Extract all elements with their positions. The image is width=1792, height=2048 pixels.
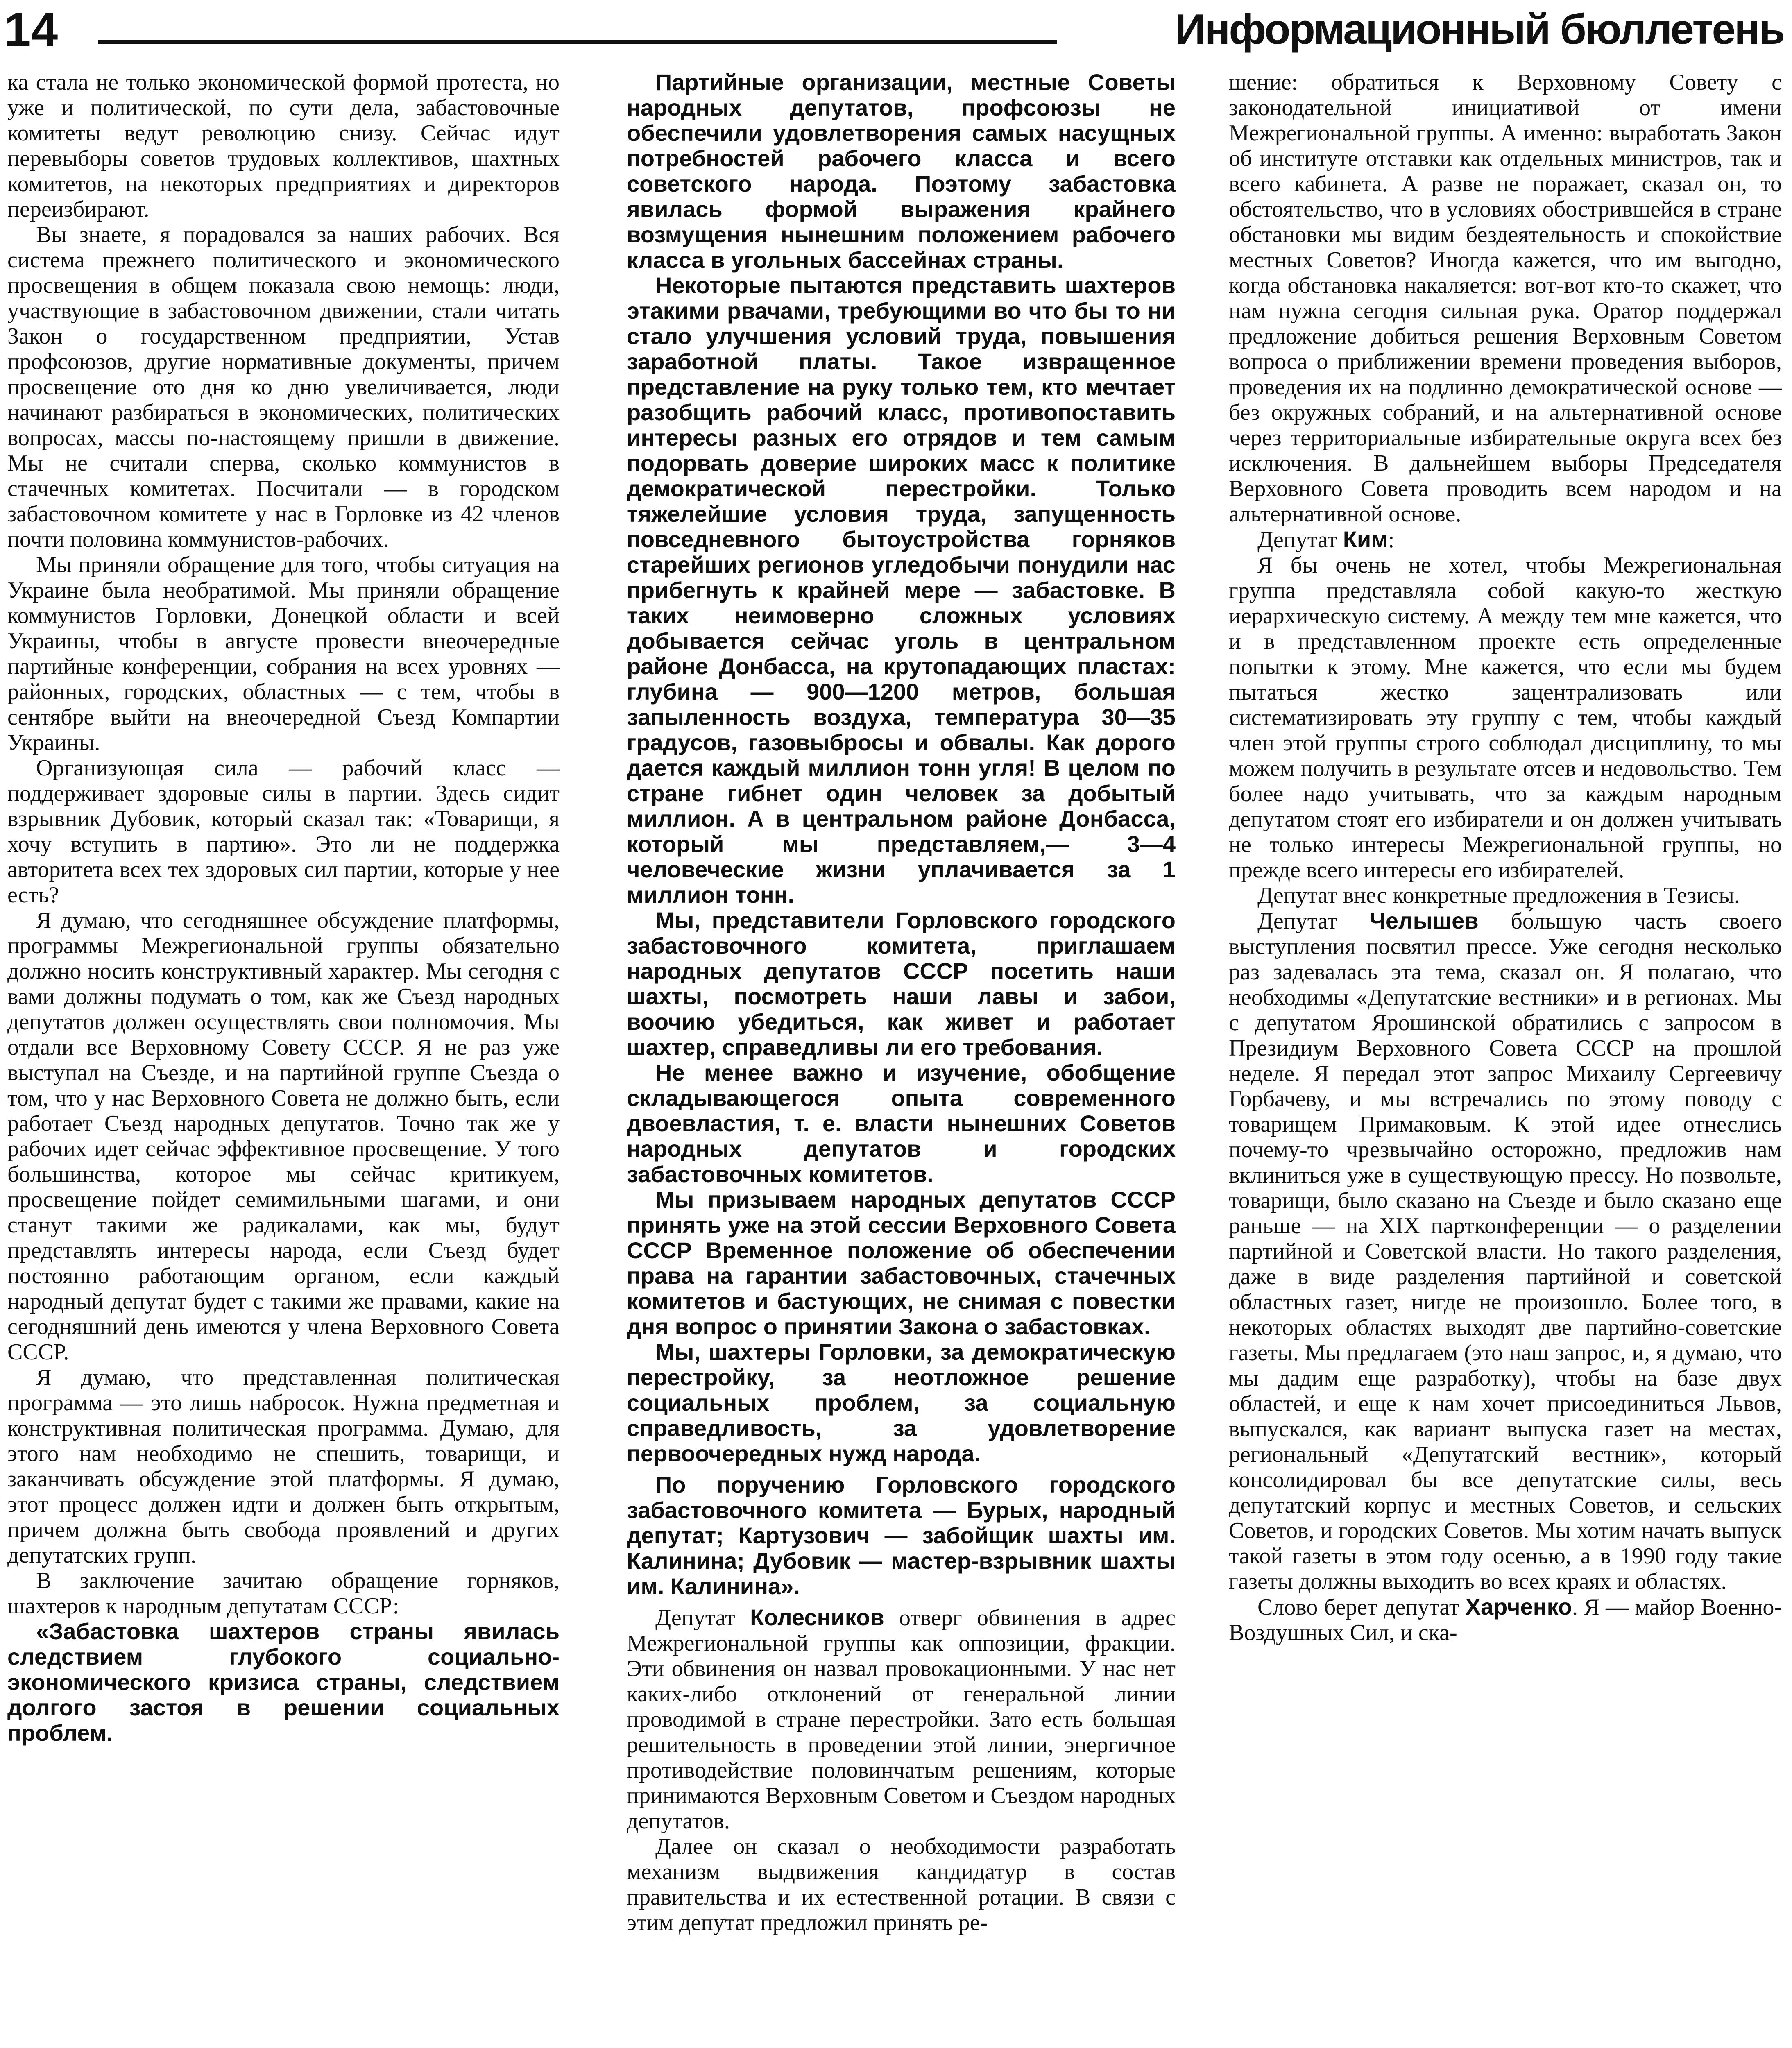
appeal-paragraph: Партийные организации, местные Советы народных депутатов, профсоюзы не обеспечили удовлетворения самых насущных потребностей рабочего класса и всего советского народа. Поэтому забастовка явилась формой выражения крайнего возмущения нынешним положением рабочего класса в угольных бассейнах страны. — [627, 70, 1176, 273]
appeal-paragraph: Мы призываем народных депутатов СССР принять уже на этой сессии Верховного Совета СССР Временное положение об обеспечении права на гарантии забастовочных, стачечных комитетов и бастующих, не снимая с повестки дня вопрос о принятии Закона о забастовках. — [627, 1187, 1176, 1339]
publication-title: Информационный бюллетень — [1175, 6, 1784, 53]
paragraph: Вы знаете, я порадовался за наших рабочих. Вся система прежнего политического и экономического просвещения в общем показала свою немощь: люди, участвующие в забастовочном движении, стали читать Закон о государственном предприятии, Устав профсоюзов, другие нормативные документы, причем просвещение ото дня ко дню увеличивается, люди начинают разбираться в экономических, политических вопросах, массы по-настоящему пришли в движение. Мы не считали сперва, сколько коммунистов в стачечных комитетах. Посчитали — в городском забастовочном комитете у нас в Горловке из 42 членов почти половина коммунистов-рабочих. — [7, 222, 560, 552]
paragraph: Организующая сила — рабочий класс — поддерживает здоровые силы в партии. Здесь сидит взрывник Дубовик, который сказал так: «Товарищи, я хочу вступить в партию». Это ли не поддержка авторитета всех тех здоровых сил партии, которые у нее есть? — [7, 755, 560, 908]
speaker-text: : — [1388, 527, 1395, 553]
speaker-intro: Депутат — [655, 1605, 750, 1631]
paragraph: Далее он сказал о необходимости разработать механизм выдвижения кандидатур в состав правительства и их естественной ротации. В связи с этим депутат предложил принять ре- — [627, 1834, 1176, 1935]
column-1 — [7, 70, 560, 2048]
paragraph: Мы приняли обращение для того, чтобы ситуация на Украине была необратимой. Мы приняли обращение коммунистов Горловки, Донецкой области и всей Украины, чтобы в августе провести внеочередные партийные конференции, собрания на всех уровнях — районных, городских, областных — с тем, чтобы в сентябре выйти на внеочередной Съезд Компартии Украины. — [7, 552, 560, 755]
paragraph: В заключение зачитаю обращение горняков, шахтеров к народным депутатам СССР: — [7, 1568, 560, 1619]
appeal-paragraph: «Забастовка шахтеров страны явилась следствием глубокого социально-экономического кризиса страны, следствием долгого застоя в решении социальных проблем. — [7, 1618, 560, 1746]
speaker-intro: Слово берет депутат — [1257, 1595, 1466, 1620]
page-header — [0, 0, 1792, 66]
appeal-paragraph: Некоторые пытаются представить шахтеров этакими рвачами, требующими во что бы то ни стало улучшения условий труда, повышения заработной платы. Такое извращенное представление на руку только тем, кто мечтает разобщить рабочий класс, противопоставить интересы разных его отрядов и тем самым подорвать доверие широких масс к политике демократической перестройки. Только тяжелейшие условия труда, запущенность повседневного бытоустройства горняков старейших регионов угледобычи понудили нас прибегнуть к крайней мере — забастовке. В таких неимоверно сложных условиях добывается сейчас уголь в центральном районе Донбасса, на крутопадающих пластах: глубина — 900—1200 метров, большая запыленность воздуха, температура 30—35 градусов, газовыбросы и обвалы. Как дорого дается каждый миллион тонн угля! В целом по стране гибнет один человек за добытый миллион. А в центральном районе Донбасса, который мы представляем,— 3—4 человеческие жизни уплачивается за 1 миллион тонн. — [627, 272, 1176, 908]
speaker-text: отверг обвинения в адрес Межрегиональной группы как оппозиции, фракции. Эти обвинения он назвал провокационными. У нас нет каких-либо отклонений от генеральной линии проводимой в стране перестройки. Зато есть большая решительность в проведении этой линии, энергичное противодействие половинчатым решениям, которые принимаются Верховным Советом и Съездом народных депутатов. — [627, 1605, 1176, 1834]
paragraph: ка стала не только экономической формой протеста, но уже и политической, по сути дела, забастовочные комитеты ведут революцию снизу. Сейчас идут перевыборы советов трудовых коллективов, шахтных комитетов, на некоторых предприятиях и директоров переизбирают. — [7, 70, 560, 222]
paragraph: Я бы очень не хотел, чтобы Межрегиональная группа представляла собой какую-то жесткую иерархическую систему. А между тем мне кажется, что и в представленном проекте есть определенные попытки к этому. Мне кажется, что если мы будем пытаться жестко зацентрализовать или систематизировать эту группу с тем, чтобы каждый член этой группы строго соблюдал дисциплину, то мы можем получить в результате отсев и недовольство. Тем более надо учитывать, что за каждым народным депутатом стоят его избиратели и он должен учитывать не только интересы Межрегиональной группы, но прежде всего интересы его избирателей. — [1229, 553, 1782, 883]
header-rule — [98, 40, 1057, 44]
speaker-name: Челышев — [1369, 908, 1479, 933]
paragraph: Депутат внес конкретные предложения в Тезисы. — [1257, 883, 1740, 908]
paragraph — [1229, 908, 1782, 1594]
paragraph: Я думаю, что сегодняшнее обсуждение платформы, программы Межрегиональной группы обязательно должно носить конструктивный характер. Мы сегодня с вами должны подумать о том, как же Съезд народных депутатов должен осуществлять свои полномочия. Мы отдали все Верховному Совету СССР. Я не раз уже выступал на Съезде, и на партийной группе Съезда о том, что у нас Верховного Совета не должно быть, если работает Съезд народных депутатов. Точно так же у рабочих идет сейчас эффективное просвещение. У того большинства, которое мы сейчас критикуем, просвещение пойдет семимильными шагами, и они станут такими же радикалами, как мы, будут представлять интересы народа, если Съезд будет постоянно работающим органом, если каждый народный депутат будет с такими же правами, какие на сегодняшний день имеются у члена Верховного Совета СССР. — [7, 908, 560, 1365]
paragraph — [627, 1605, 1176, 1834]
appeal-paragraph: Мы, шахтеры Горловки, за демократическую перестройку, за неотложное решение социальных проблем, за социальную справедливость, за удовлетворение первоочередных нужд народа. — [627, 1339, 1176, 1466]
column-3 — [1229, 70, 1782, 2048]
paragraph — [1229, 527, 1782, 553]
appeal-signatures: По поручению Горловского городского забастовочного комитета — Бурых, народный депутат; Картузович — забойщик шахты им. Калинина; Дубовик — мастер-взрывник шахты им. Калинина». — [627, 1472, 1176, 1599]
speaker-name: Ким — [1343, 526, 1388, 552]
page-number: 14 — [4, 3, 58, 57]
paragraph: шение: обратиться к Верховному Совету с законодательной инициативой от имени Межрегиональной группы. А именно: выработать Закон об институте отставки как отдельных министров, так и всего кабинета. А разве не поражает, сказал он, то обстоятельство, что в условиях обострившейся в стране обстановки мы видим бездеятельность и спокойствие местных Советов? Иногда кажется, что им выгодно, когда обстановка накаляется: вот-вот кто-то скажет, что нам нужна сегодня сильная рука. Оратор поддержал предложение добиться решения Верховным Советом вопроса о приближении времени проведения выборов, проведения их на подлинно демократической основе — без окружных собраний, и на альтернативной основе через территориальные избирательные округа всех без исключения. В дальнейшем выборы Председателя Верховного Совета проводить всем народом и на альтернативной основе. — [1229, 70, 1782, 527]
column-2 — [627, 70, 1176, 2048]
paragraph: Я думаю, что представленная политическая программа — это лишь набросок. Нужна предметная и конструктивная политическая программа. Думаю, для этого нам необходимо не спешить, товарищи, и заканчивать обсуждение этой платформы. Я думаю, этот процесс должен идти и должен быть открытым, причем должна быть свобода проявлений и других депутатских групп. — [7, 1365, 560, 1568]
speaker-intro: Депутат — [1257, 908, 1370, 934]
paragraph — [1229, 1594, 1782, 1645]
speaker-intro: Депутат — [1257, 527, 1343, 553]
speaker-text: бо́льшую часть своего выступления посвятил прессе. Уже сегодня несколько раз задевалась эта тема, сказал он. Я полагаю, что необходимы «Депутатские вестники» и в регионах. Мы с депутатом Ярошинской обратились с запросом в Президиум Верховного Совета СССР на прошлой неделе. Я передал этот запрос Михаилу Сергеевичу Горбачеву, и мы встречались по этому поводу с товарищем Примаковым. К этой идее отнеслись почему-то чрезвычайно осторожно, предложив нам вклиниться уже в существующую прессу. Но позвольте, товарищи, было сказано на Съезде и было сказано еще раньше — на XIX партконференции — о разделении партийной и Советской власти. Но такого разделения, даже в виде разделения партийной и советской областных газет, нигде не произошло. Более того, в некоторых областях выходят две партийно-советские газеты. Мы предлагаем (это наш запрос, и, я думаю, что мы дадим еще разработку), чтобы на базе двух областей, и еще к нам хочет присоединиться Львов, выпускался, как вариант выпуска газет на местах, региональный «Депутатский вестник», который консолидировал бы все депутатские силы, весь депутатский корпус и местных Советов, и сельских Советов, и городских Советов. Мы хотим начать выпуск такой газеты в этом году осенью, а в 1990 году такие газеты должны выходить во всех краях и областях. — [1229, 908, 1782, 1594]
speaker-text: . Я — майор Военно-Воздушных Сил, и ска- — [1229, 1595, 1782, 1645]
appeal-paragraph: Не менее важно и изучение, обобщение складывающегося опыта современного двоевластия, т. е. власти нынешних Советов народных депутатов и городских забастовочных комитетов. — [627, 1060, 1176, 1187]
speaker-name: Колесников — [750, 1604, 884, 1630]
speaker-name: Харченко — [1465, 1594, 1572, 1620]
appeal-paragraph: Мы, представители Горловского городского забастовочного комитета, приглашаем народных депутатов СССР посетить наши шахты, посмотреть наши лавы и забои, воочию убедиться, как живет и работает шахтер, справедливы ли его требования. — [627, 907, 1176, 1060]
